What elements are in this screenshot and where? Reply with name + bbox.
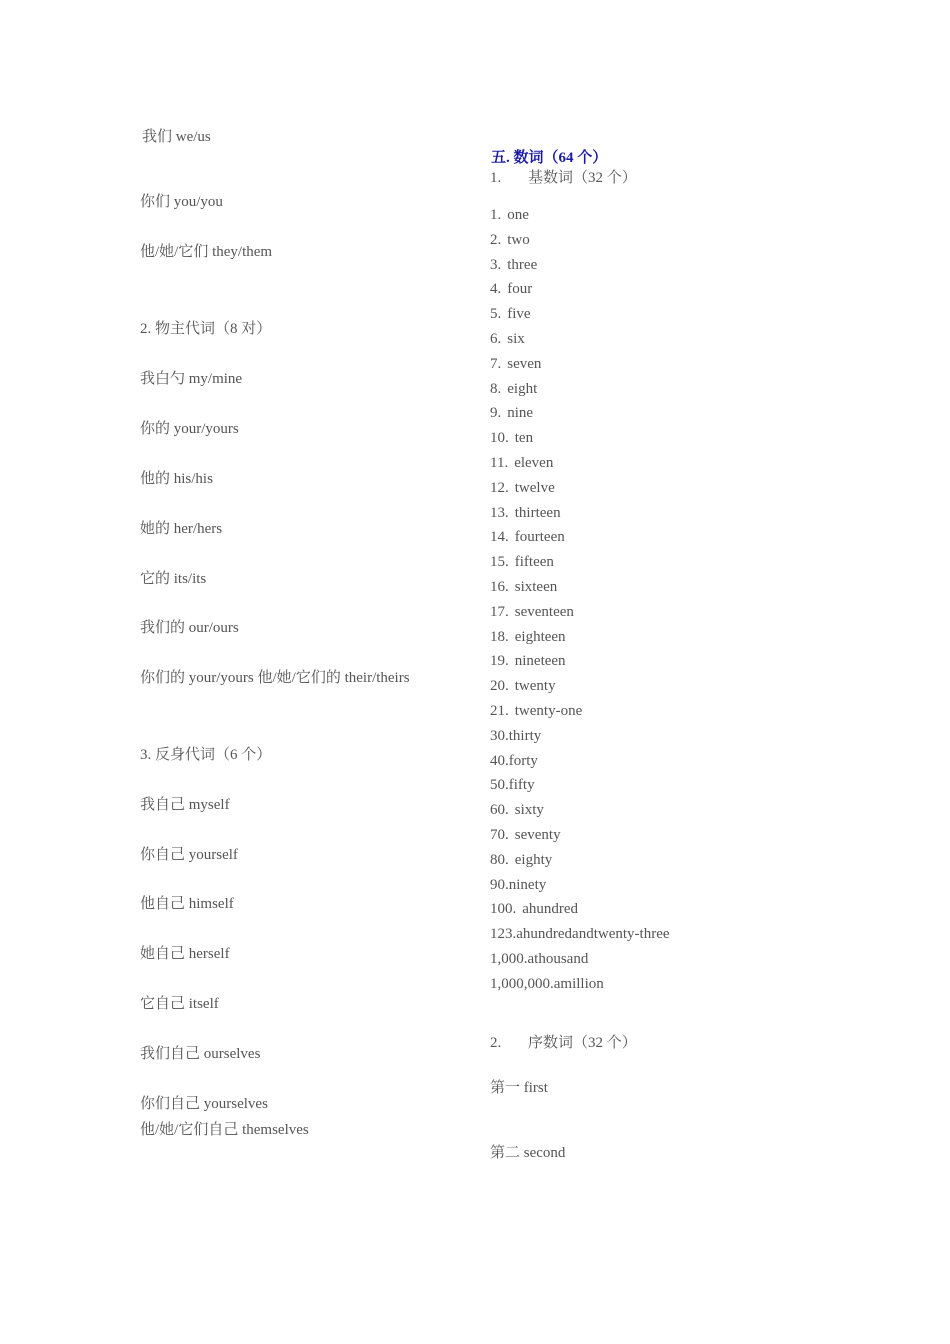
cardinal-item: [490, 727, 541, 745]
cardinal-heading-label: 基数词（32 个）: [528, 170, 637, 186]
reflexive-item: 我自己 myself: [140, 797, 230, 813]
possessive-item: 你们的 your/yours 他/她/它们的 their/theirs: [140, 670, 410, 686]
cardinal-word: eighty: [514, 851, 553, 868]
cardinal-number: 13.: [490, 504, 509, 521]
cardinal-item: [490, 826, 561, 844]
cardinal-index: 1.: [490, 170, 502, 186]
cardinal-item: [490, 231, 530, 249]
cardinal-number: 40.forty: [490, 752, 538, 769]
cardinal-number: 4.: [490, 281, 502, 298]
ordinal-item: 第二 second: [490, 1145, 566, 1161]
cardinal-item: [490, 900, 578, 918]
cardinal-word: eighteen: [514, 628, 566, 645]
cardinal-item: [490, 603, 574, 621]
cardinal-number: 100.: [490, 901, 517, 918]
cardinal-number: 19.: [490, 653, 509, 670]
cardinal-item: [490, 528, 565, 546]
cardinal-number: 80.: [490, 851, 509, 868]
cardinal-number: 7.: [490, 355, 502, 372]
possessive-item: 你的 your/yours: [140, 421, 239, 437]
possessive-heading: 2. 物主代词（8 对）: [140, 321, 272, 337]
cardinal-item: [490, 280, 532, 298]
ordinal-item: 第一 first: [490, 1080, 548, 1096]
cardinal-word: ten: [514, 430, 534, 447]
reflexive-heading: 3. 反身代词（6 个）: [140, 747, 272, 763]
section-title-numerals: 五. 数词（64 个）: [491, 150, 608, 166]
cardinal-word: eight: [507, 380, 538, 397]
cardinal-item: [490, 628, 566, 646]
reflexive-item: 你自己 yourself: [140, 847, 238, 863]
cardinal-number: 20.: [490, 678, 509, 695]
cardinal-number: 18.: [490, 628, 509, 645]
cardinal-item: [490, 504, 561, 522]
cardinal-item: [490, 404, 533, 422]
reflexive-item: 他/她/它们自己 themselves: [140, 1122, 309, 1138]
possessive-item: 他的 his/his: [140, 471, 213, 487]
cardinal-word: thirteen: [514, 504, 561, 521]
cardinal-item: [490, 380, 537, 398]
ordinal-heading-label: 序数词（32 个）: [528, 1035, 637, 1051]
cardinal-number: 30.thirty: [490, 727, 542, 744]
cardinal-number: 6.: [490, 331, 502, 347]
cardinal-number: 10.: [490, 430, 509, 447]
possessive-item: 我白勺 my/mine: [140, 371, 243, 387]
cardinal-number: 14.: [490, 529, 509, 546]
cardinal-item: [490, 801, 544, 819]
cardinal-word: eleven: [514, 455, 554, 471]
cardinal-word: twenty: [514, 678, 556, 695]
cardinal-number: 70.: [490, 827, 509, 843]
cardinal-item: [490, 305, 531, 323]
ordinal-index: 2.: [490, 1035, 502, 1051]
reflexive-item: 她自己 herself: [140, 946, 230, 962]
cardinal-word: ahundred: [522, 901, 579, 918]
cardinal-item: [490, 479, 555, 497]
cardinal-item: [490, 950, 588, 968]
cardinal-number: 50.fifty: [490, 777, 535, 794]
possessive-item: 我们的 our/ours: [140, 620, 239, 636]
cardinal-item: [490, 677, 556, 695]
possessive-item: 它的 its/its: [140, 571, 207, 587]
cardinal-item: [490, 975, 604, 993]
cardinal-item: [490, 578, 557, 596]
cardinal-word: seven: [507, 355, 542, 372]
cardinal-item: [490, 355, 541, 373]
cardinal-number: 90.ninety: [490, 876, 547, 893]
cardinal-item: [490, 776, 535, 794]
cardinal-item: [490, 702, 582, 720]
cardinal-number: 60.: [490, 802, 509, 819]
cardinal-number: 12.: [490, 479, 509, 496]
cardinal-item: [490, 330, 525, 348]
cardinal-item: [490, 454, 553, 472]
cardinal-word: seventeen: [514, 603, 574, 620]
cardinal-number: 9.: [490, 405, 502, 422]
cardinal-number: 1,000.athousand: [490, 951, 589, 967]
cardinal-word: six: [507, 331, 525, 347]
cardinal-item: [490, 553, 554, 571]
pronoun-we: 我们 we/us: [142, 129, 211, 145]
cardinal-word: nineteen: [514, 653, 566, 670]
cardinal-word: seventy: [514, 827, 561, 843]
cardinal-item: [490, 851, 552, 869]
cardinal-word: two: [507, 231, 530, 248]
cardinal-item: [490, 256, 537, 274]
cardinal-word: five: [507, 306, 531, 323]
cardinal-number: 15.: [490, 554, 509, 571]
reflexive-item: 你们自己 yourselves: [140, 1096, 268, 1112]
cardinal-word: fifteen: [514, 554, 554, 571]
cardinal-number: 1,000,000.amillion: [490, 975, 604, 992]
cardinal-word: three: [507, 256, 538, 273]
cardinal-word: one: [507, 207, 529, 223]
reflexive-item: 我们自己 ourselves: [140, 1046, 261, 1062]
cardinal-number: 8.: [490, 380, 502, 397]
cardinal-number: 11.: [490, 455, 509, 471]
cardinal-item: [490, 652, 566, 670]
cardinal-word: sixty: [514, 802, 544, 819]
pronoun-they: 他/她/它们 they/them: [140, 244, 273, 260]
cardinal-word: twenty-one: [514, 703, 583, 719]
pronoun-you-plural: 你们 you/you: [140, 194, 223, 210]
cardinal-number: 1.: [490, 207, 502, 223]
cardinal-word: twelve: [514, 479, 555, 496]
cardinal-word: fourteen: [514, 529, 565, 546]
possessive-item: 她的 her/hers: [140, 521, 223, 537]
cardinal-number: 17.: [490, 603, 509, 620]
cardinal-item: [490, 925, 670, 943]
cardinal-word: sixteen: [514, 579, 558, 595]
reflexive-item: 他自己 himself: [140, 896, 234, 912]
cardinal-number: 21.: [490, 703, 509, 719]
cardinal-number: 2.: [490, 231, 502, 248]
cardinal-item: [490, 752, 538, 770]
ordinal-heading: [490, 1034, 637, 1052]
reflexive-item: 它自己 itself: [140, 996, 219, 1012]
cardinal-item: [490, 206, 529, 224]
cardinal-item: [490, 429, 533, 447]
cardinal-number: 5.: [490, 306, 502, 323]
cardinal-word: four: [507, 281, 533, 298]
cardinal-number: 16.: [490, 579, 509, 595]
cardinal-item: [490, 876, 546, 894]
cardinal-heading: [490, 169, 637, 187]
cardinal-number: 3.: [490, 256, 502, 273]
cardinal-number: 123.ahundredandtwenty-three: [490, 926, 670, 943]
cardinal-word: nine: [507, 405, 534, 422]
